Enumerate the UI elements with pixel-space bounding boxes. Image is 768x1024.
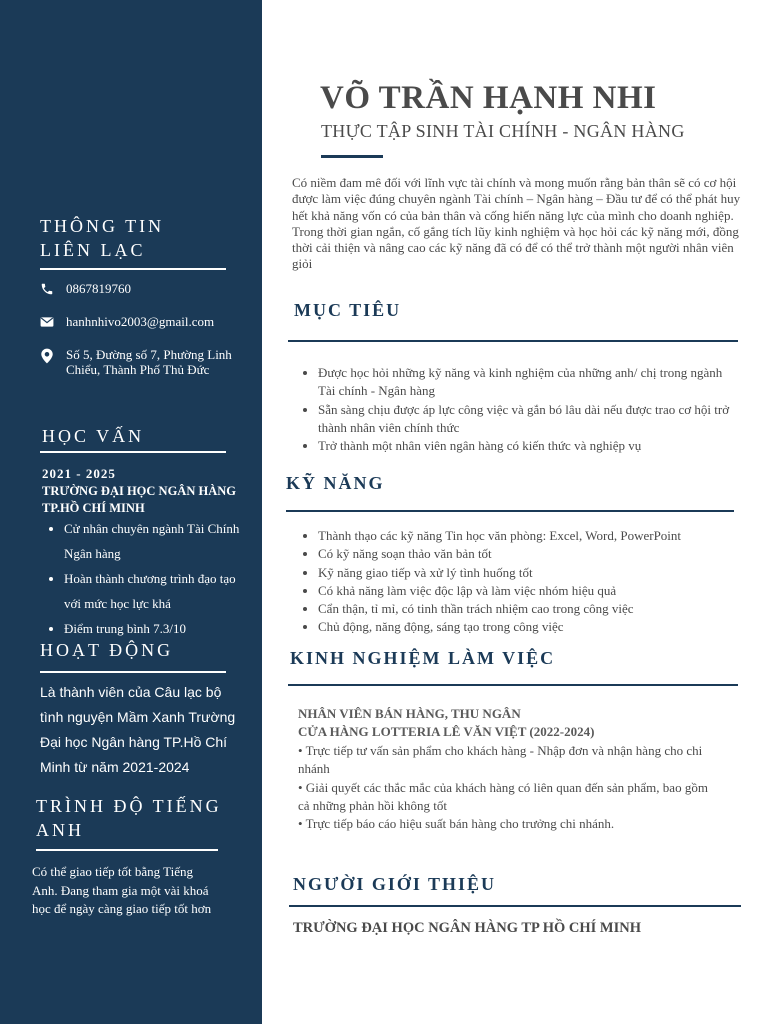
location-pin-icon bbox=[40, 348, 54, 362]
english-heading bbox=[36, 794, 246, 842]
experience-line: • Trực tiếp báo cáo hiệu suất bán hàng cho trưởng chi nhánh. bbox=[298, 816, 615, 832]
experience-heading: KINH NGHIỆM LÀM VIỆC bbox=[290, 648, 556, 668]
activities-divider bbox=[40, 671, 226, 673]
contact-heading bbox=[40, 214, 240, 262]
english-divider bbox=[36, 849, 218, 851]
sidebar bbox=[0, 0, 262, 1024]
skill-item: • Kỹ năng giao tiếp và xử lý tình huống tốt bbox=[318, 564, 740, 582]
activities-text: Là thành viên của Câu lạc bộ tình nguyện Mầm Xanh Trường Đại học Ngân hàng TP.Hồ Chí Minh từ năm 2021-2024 bbox=[40, 684, 236, 775]
experience-company: CỬA HÀNG LOTTERIA LÊ VĂN VIỆT (2022-2024) bbox=[298, 724, 595, 739]
skill-item: • Có khả năng làm việc độc lập và làm việc nhóm hiệu quả bbox=[318, 582, 740, 600]
contact-heading-line1: THÔNG TIN bbox=[40, 216, 165, 236]
education-heading: HỌC VẤN bbox=[42, 426, 145, 446]
education-divider bbox=[40, 451, 226, 453]
job-subtitle: THỰC TẬP SINH TÀI CHÍNH - NGÂN HÀNG bbox=[321, 121, 685, 141]
phone-number[interactable]: 0867819760 bbox=[66, 281, 131, 296]
skills-list bbox=[300, 527, 740, 637]
reference-entry: TRƯỜNG ĐẠI HỌC NGÂN HÀNG TP HỒ CHÍ MINH bbox=[293, 920, 642, 936]
objective-item: • Sẵn sàng chịu được áp lực công việc và gắn bó lâu dài nếu được trao cơ hội trở thành nhân viên chính thức bbox=[318, 401, 740, 438]
references-divider bbox=[289, 905, 741, 907]
skill-item: • Thành thạo các kỹ năng Tin học văn phòng: Excel, Word, PowerPoint bbox=[318, 527, 740, 545]
contact-divider bbox=[40, 268, 226, 270]
experience-job-title: NHÂN VIÊN BÁN HÀNG, THU NGÂN bbox=[298, 706, 521, 721]
email-row bbox=[40, 314, 240, 329]
phone-icon bbox=[40, 282, 54, 296]
skill-item: • Cẩn thận, tỉ mỉ, có tinh thần trách nhiệm cao trong công việc bbox=[318, 600, 740, 618]
email-address[interactable]: hanhnhivo2003@gmail.com bbox=[66, 314, 215, 329]
candidate-name: VÕ TRẦN HẠNH NHI bbox=[320, 80, 657, 116]
title-underline bbox=[321, 155, 383, 158]
phone-row bbox=[40, 281, 240, 296]
education-years: 2021 - 2025 bbox=[42, 466, 116, 481]
education-item: • Cử nhân chuyên ngành Tài Chính Ngân hàng bbox=[64, 516, 240, 566]
education-school: TRƯỜNG ĐẠI HỌC NGÂN HÀNG TP.HỒ CHÍ MINH bbox=[42, 484, 236, 515]
objective-heading: MỤC TIÊU bbox=[294, 300, 402, 320]
address-row bbox=[40, 347, 240, 377]
education-item: • Điểm trung bình 7.3/10 bbox=[64, 616, 240, 641]
skills-heading: KỸ NĂNG bbox=[286, 473, 385, 493]
objective-item: • Được học hỏi những kỹ năng và kinh nghiệm của những anh/ chị trong ngành Tài chính - Ngân hàng bbox=[318, 364, 740, 401]
skill-item: • Chủ động, năng động, sáng tạo trong công việc bbox=[318, 618, 740, 636]
education-item: • Hoàn thành chương trình đạo tạo với mức học lực khá bbox=[64, 566, 240, 616]
experience-divider bbox=[288, 684, 738, 686]
contact-heading-line2: LIÊN LẠC bbox=[40, 240, 146, 260]
experience-details bbox=[298, 742, 722, 833]
english-heading-line1: TRÌNH ĐỘ TIẾNG bbox=[36, 796, 222, 816]
intro-paragraph: Có niềm đam mê đối với lĩnh vực tài chính và mong muốn rằng bản thân sẽ có cơ hội được làm việc đúng chuyên ngành Tài chính – Ngân hàng – Đầu tư để có thể phát huy hết khả năng vốn có của bản thân và cống hiến năng lực của mình cho doanh nghiệp. Trong thời gian ngắn, cố gắng tích lũy kinh nghiệm và học hỏi các kỹ năng mới, đồng thời cải thiện và nâng cao các kỹ năng đã có để có thể trở thành một người nhân viên giỏi bbox=[292, 175, 741, 272]
objective-list bbox=[300, 364, 740, 455]
activities-heading: HOẠT ĐỘNG bbox=[40, 640, 174, 660]
english-text: Có thể giao tiếp tốt bằng Tiếng Anh. Đang tham gia một vài khoá học để ngày càng giao tiếp tốt hơn bbox=[32, 864, 212, 916]
objective-item: • Trở thành một nhân viên ngân hàng có kiến thức và nghiệp vụ bbox=[318, 437, 740, 455]
experience-line: • Trực tiếp tư vấn sản phẩm cho khách hàng - Nhập đơn và nhận hàng cho chi nhánh bbox=[298, 743, 703, 777]
skills-divider bbox=[286, 510, 734, 512]
address-text: Số 5, Đường số 7, Phường Linh Chiểu, Thành Phố Thủ Đức bbox=[66, 347, 232, 377]
main-content bbox=[262, 0, 768, 1024]
english-heading-line2: ANH bbox=[36, 820, 84, 840]
objective-divider bbox=[288, 340, 738, 342]
envelope-icon bbox=[40, 315, 54, 329]
references-heading: NGƯỜI GIỚI THIỆU bbox=[293, 874, 497, 894]
education-list bbox=[44, 516, 240, 641]
skill-item: • Có kỹ năng soạn thảo văn bản tốt bbox=[318, 545, 740, 563]
experience-line: • Giải quyết các thắc mắc của khách hàng có liên quan đến sản phẩm, bao gồm cả những phản hồi không tốt bbox=[298, 779, 708, 813]
